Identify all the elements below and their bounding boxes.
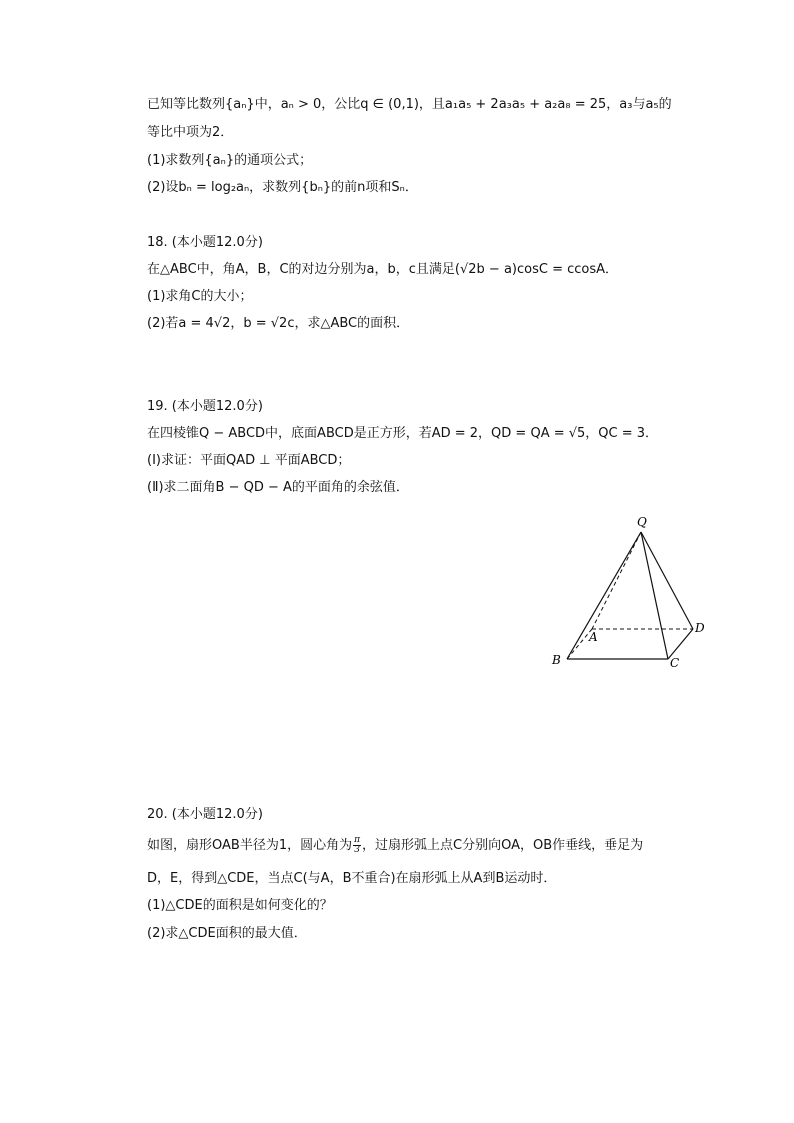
pyramid-figure [540, 510, 720, 675]
problem-19-header: 19. (本小题12.0分) [147, 399, 263, 414]
central-angle-fraction [353, 836, 361, 855]
problem-20-statement-line-1 [147, 836, 643, 855]
problem-20-statement-line-2: D，E，得到△CDE，当点C(与A，B不重合)在扇形弧上从A到B运动时． [147, 871, 557, 886]
problem-17-part-1: (1)求数列{aₙ}的通项公式； [147, 153, 313, 168]
problem-19-part-1: (Ⅰ)求证：平面QAD ⊥ 平面ABCD； [147, 453, 351, 468]
edge-cd [668, 629, 693, 659]
problem-18-part-2: (2)若a = 4√2，b = √2c，求△ABC的面积． [147, 316, 410, 331]
problem-18-statement: 在△ABC中，角A，B，C的对边分别为a，b，c且满足(√2b − a)cosC = ccosA． [147, 262, 619, 277]
edge-qc [641, 532, 668, 659]
edge-qb [567, 532, 641, 659]
problem-17-part-2: (2)设bₙ = log₂aₙ，求数列{bₙ}的前n项和Sₙ． [147, 180, 418, 195]
label-a: A [589, 630, 598, 644]
fraction-numerator: π [354, 835, 361, 845]
problem-19-statement: 在四棱锥Q − ABCD中，底面ABCD是正方形，若AD = 2，QD = QA = √5，QC = 3． [147, 426, 659, 441]
problem-20-text-after-fraction: ，过扇形弧上点C分别向OA，OB作垂线，垂足为 [362, 838, 644, 853]
problem-17-statement-line-1: 已知等比数列{aₙ}中，aₙ > 0，公比q ∈ (0,1)，且a₁a₅ + 2a₃a₅ + a₂a₈ = 25，a₃与a₅的 [147, 97, 672, 112]
label-q: Q [637, 515, 647, 529]
label-c: C [670, 656, 680, 670]
edge-qa-hidden [592, 532, 641, 629]
problem-20-text-before-fraction: 如图，扇形OAB半径为1，圆心角为 [147, 838, 353, 853]
problem-20-part-1: (1)△CDE的面积是如何变化的？ [147, 898, 333, 913]
edge-qd [641, 532, 693, 629]
problem-20-header: 20. (本小题12.0分) [147, 807, 263, 822]
problem-20-part-2: (2)求△CDE面积的最大值． [147, 926, 307, 941]
label-d: D [695, 621, 705, 635]
problem-18-header: 18. (本小题12.0分) [147, 235, 263, 250]
problem-17-statement-line-2: 等比中项为2． [147, 125, 234, 140]
problem-19-part-2: (Ⅱ)求二面角B − QD − A的平面角的余弦值． [147, 480, 409, 495]
fraction-denominator: 3 [354, 845, 360, 855]
problem-18-part-1: (1)求角C的大小； [147, 289, 253, 304]
label-b: B [552, 653, 561, 667]
